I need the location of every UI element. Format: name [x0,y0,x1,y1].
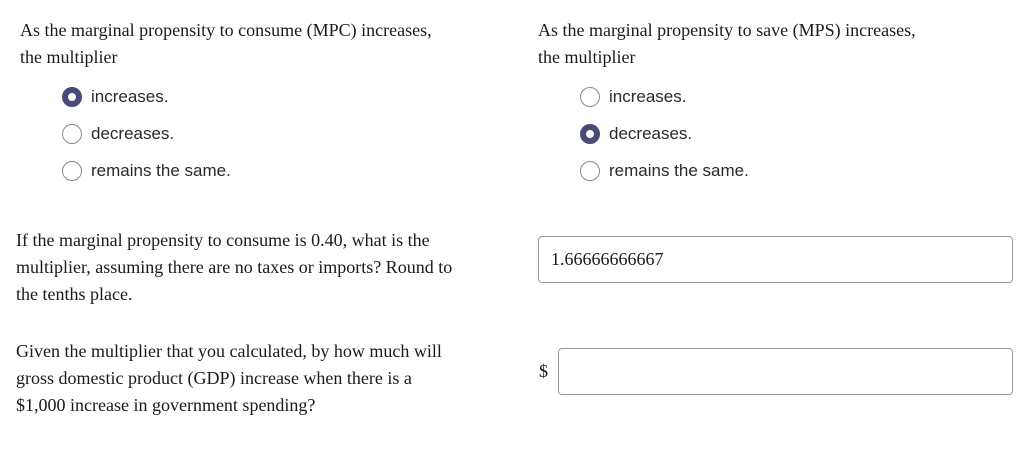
question-mps-options [580,78,749,189]
radio-unselected-icon[interactable] [580,161,600,181]
question-multiplier [16,227,516,308]
question-mps-prompt-line1: As the marginal propensity to save (MPS) increases, [538,20,916,40]
question-mpc-prompt-line2: the multiplier [20,47,118,67]
question-mps-option-remains[interactable] [580,152,749,189]
option-label: remains the same. [91,160,231,180]
question-gdp-increase-prompt-line1: Given the multiplier that you calculated, by how much will [16,341,442,361]
question-mpc-option-increases[interactable] [62,78,231,115]
option-label: remains the same. [609,160,749,180]
question-gdp-increase [16,338,516,419]
question-mpc-prompt-line1: As the marginal propensity to consume (MPC) increases, [20,20,432,40]
radio-unselected-icon[interactable] [62,124,82,144]
gdp-increase-answer-input[interactable] [558,348,1013,395]
option-label: increases. [91,86,169,106]
radio-selected-icon[interactable] [62,87,82,107]
question-mps-option-increases[interactable] [580,78,749,115]
currency-symbol: $ [539,361,548,381]
question-mps [538,17,1008,71]
question-gdp-increase-prompt-line2: gross domestic product (GDP) increase when there is a [16,368,412,388]
question-mpc-option-remains[interactable] [62,152,231,189]
question-gdp-increase-prompt-line3: $1,000 increase in government spending? [16,395,316,415]
question-multiplier-prompt-line3: the tenths place. [16,284,133,304]
question-multiplier-prompt-line2: multiplier, assuming there are no taxes or imports? Round to [16,257,453,277]
question-mpc-option-decreases[interactable] [62,115,231,152]
option-label: increases. [609,86,687,106]
question-multiplier-prompt-line1: If the marginal propensity to consume is 0.40, what is the [16,230,430,250]
question-mpc-prompt [20,17,500,71]
radio-unselected-icon[interactable] [62,161,82,181]
radio-selected-icon[interactable] [580,124,600,144]
question-mps-option-decreases[interactable] [580,115,749,152]
option-label: decreases. [91,123,175,143]
question-gdp-increase-prompt [16,338,516,419]
multiplier-answer-input[interactable] [538,236,1013,283]
question-mpc [20,17,500,71]
radio-unselected-icon[interactable] [580,87,600,107]
question-multiplier-prompt [16,227,516,308]
question-mps-prompt [538,17,1008,71]
question-mps-prompt-line2: the multiplier [538,47,636,67]
question-mpc-options [62,78,231,189]
option-label: decreases. [609,123,693,143]
